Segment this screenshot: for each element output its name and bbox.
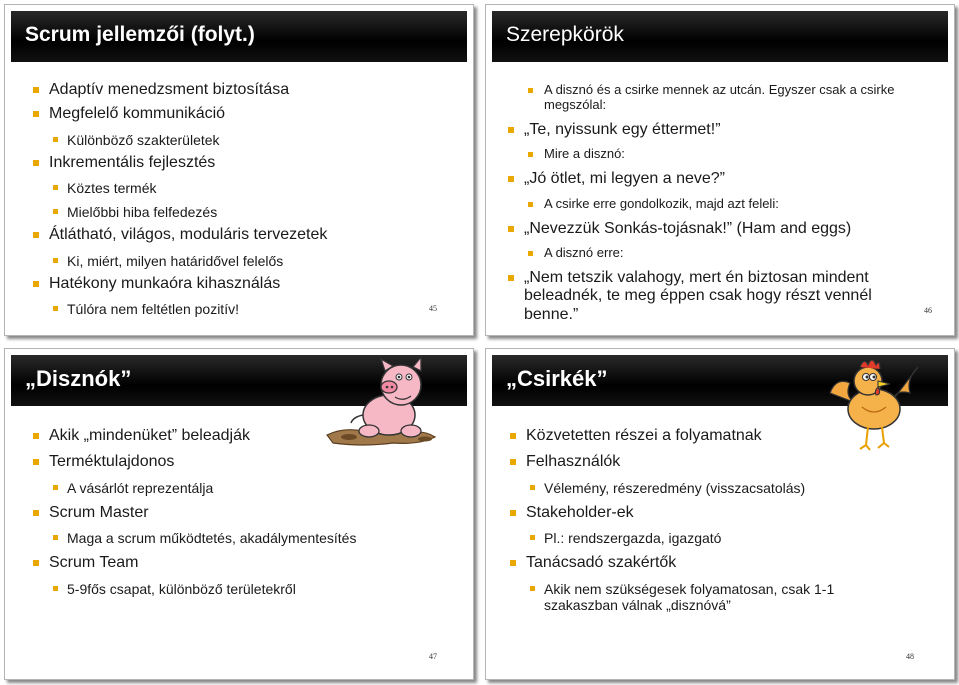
bullet-item: Közvetetten részei a folyamatnak (510, 427, 934, 445)
square-bullet-icon (528, 202, 533, 207)
square-bullet-icon (53, 258, 58, 263)
square-bullet-icon (530, 485, 535, 490)
square-bullet-icon (528, 88, 533, 93)
square-bullet-icon (33, 281, 39, 287)
page-number: 46 (924, 306, 932, 315)
sub-bullet-item: A disznó erre: (508, 246, 940, 261)
square-bullet-icon (53, 185, 58, 190)
slide-48 (485, 348, 955, 680)
square-bullet-icon (508, 226, 514, 232)
square-bullet-icon (53, 137, 58, 142)
sub-bullet-item: Ki, miért, milyen határidővel felelős (33, 253, 453, 269)
sub-bullet-item: Pl.: rendszergazda, igazgató (510, 530, 934, 546)
bullet-item: Inkrementális fejlesztés (33, 154, 453, 172)
square-bullet-icon (53, 485, 58, 490)
square-bullet-icon (33, 160, 39, 166)
sub-bullet-item: 5-9fős csapat, különböző területekről (33, 581, 453, 597)
bullet-item: Felhasználók (510, 453, 934, 471)
square-bullet-icon (530, 586, 535, 591)
square-bullet-icon (33, 510, 39, 516)
slide-body (33, 427, 453, 597)
sub-bullet-item: Akik nem szükségesek folyamatosan, csak 1-1 szakaszban válnak „disznóvá” (510, 581, 874, 613)
sub-bullet-item: A csirke erre gondolkozik, majd azt feleli: (508, 197, 940, 212)
slide-title: Scrum jellemzői (folyt.) (25, 23, 255, 46)
slide-title: Szerepkörök (506, 23, 624, 46)
sub-bullet-item: Különböző szakterületek (33, 132, 453, 148)
bullet-item: „Jó ötlet, mi legyen a neve?” (508, 170, 940, 188)
slide-47 (4, 348, 474, 680)
square-bullet-icon (510, 560, 516, 566)
square-bullet-icon (528, 251, 533, 256)
square-bullet-icon (508, 127, 514, 133)
square-bullet-icon (510, 433, 516, 439)
sub-bullet-item: Vélemény, részeredmény (visszacsatolás) (510, 480, 934, 496)
slide-body (510, 427, 934, 613)
slide-45 (4, 4, 474, 336)
bullet-item: „Nevezzük Sonkás-tojásnak!” (Ham and eggs) (508, 220, 940, 238)
square-bullet-icon (53, 535, 58, 540)
square-bullet-icon (508, 275, 514, 281)
square-bullet-icon (33, 87, 39, 93)
slide-title: „Csirkék” (506, 366, 608, 391)
square-bullet-icon (33, 111, 39, 117)
bullet-item: Stakeholder-ek (510, 504, 934, 522)
sub-bullet-item: A disznó és a csirke mennek az utcán. Egyszer csak a csirke megszólal: (508, 83, 940, 113)
bullet-item: „Te, nyissunk egy éttermet!” (508, 121, 940, 139)
page-number: 47 (429, 652, 437, 661)
bullet-item: Terméktulajdonos (33, 453, 453, 471)
sub-bullet-item: Mielőbbi hiba felfedezés (33, 204, 453, 220)
square-bullet-icon (510, 510, 516, 516)
page-number: 48 (906, 652, 914, 661)
sub-bullet-item: Köztes termék (33, 180, 453, 196)
square-bullet-icon (33, 560, 39, 566)
bullet-item: Akik „mindenüket” beleadják (33, 427, 453, 445)
bullet-item: Scrum Team (33, 554, 453, 572)
slide-46 (485, 4, 955, 336)
square-bullet-icon (528, 152, 533, 157)
sub-bullet-item: Maga a scrum működtetés, akadálymentesítés (33, 530, 453, 546)
bullet-item: Scrum Master (33, 504, 453, 522)
bullet-item: Átlátható, világos, moduláris tervezetek (33, 226, 453, 244)
square-bullet-icon (33, 433, 39, 439)
square-bullet-icon (53, 306, 58, 311)
square-bullet-icon (53, 209, 58, 214)
slide-body (508, 83, 940, 324)
slide-title-bar (492, 11, 948, 62)
bullet-item: Megfelelő kommunikáció (33, 105, 453, 123)
square-bullet-icon (508, 176, 514, 182)
bullet-item: Adaptív menedzsment biztosítása (33, 81, 453, 99)
bullet-item: Hatékony munkaóra kihasználás (33, 275, 453, 293)
square-bullet-icon (33, 459, 39, 465)
sub-bullet-item: A vásárlót reprezentálja (33, 480, 453, 496)
bullet-item: Tanácsadó szakértők (510, 554, 934, 572)
sub-bullet-item: Mire a disznó: (508, 147, 940, 162)
square-bullet-icon (510, 459, 516, 465)
square-bullet-icon (530, 535, 535, 540)
page-number: 45 (429, 304, 437, 313)
square-bullet-icon (33, 232, 39, 238)
slide-body (33, 81, 453, 317)
bullet-item: „Nem tetszik valahogy, mert én biztosan mindent beleadnék, te meg éppen csak hogy részt vennél benne.” (508, 269, 894, 324)
square-bullet-icon (53, 586, 58, 591)
slide-title: „Disznók” (25, 366, 132, 391)
sub-bullet-item: Túlóra nem feltétlen pozitív! (33, 301, 453, 317)
slide-title-bar (11, 11, 467, 62)
